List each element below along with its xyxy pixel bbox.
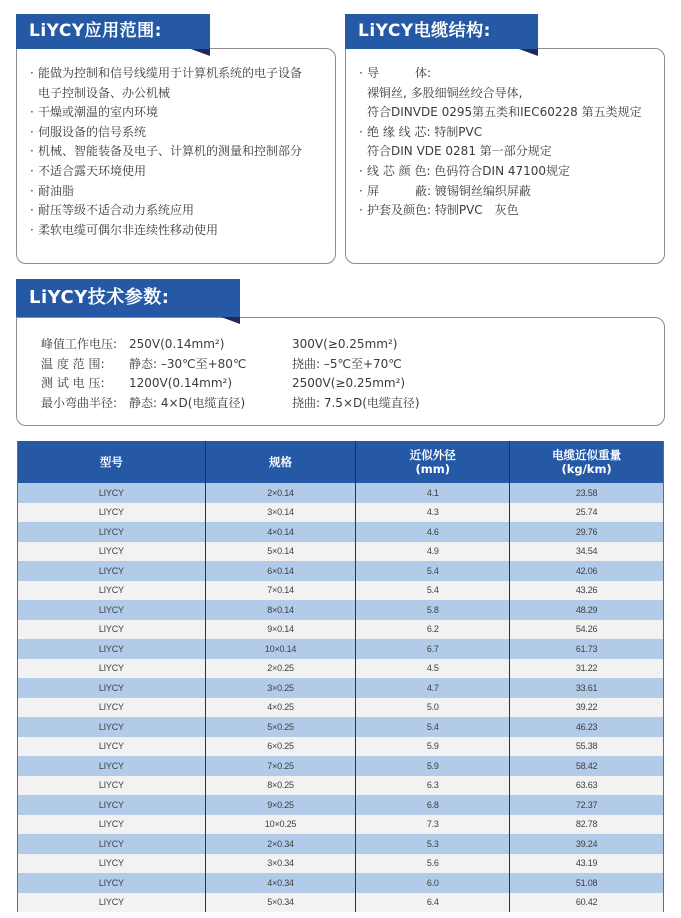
cell-model: LIYCY: [18, 776, 206, 796]
structure-panel: [345, 48, 665, 264]
list-item-text: 裸铜丝, 多股细铜丝绞合导体,: [367, 85, 523, 100]
cell-diameter: 4.6: [356, 522, 510, 542]
applications-title-tab: [16, 14, 210, 49]
list-item-text: 机械、智能装备及电子、计算机的测量和控制部分: [38, 144, 303, 159]
cell-model: LIYCY: [18, 893, 206, 913]
header-diameter: [356, 441, 510, 483]
cell-weight: 43.19: [510, 854, 664, 874]
spec-label: 测 试 电 压:: [41, 376, 105, 390]
table-row: [18, 620, 664, 640]
table-row: [18, 873, 664, 893]
spec-left: 静态: 4×D(电缆直径): [129, 395, 246, 410]
tab-fold-decoration: [519, 49, 538, 56]
bullet-dot-icon: ·: [359, 163, 363, 178]
cell-spec: 6×0.25: [205, 737, 356, 757]
list-item: [30, 182, 302, 202]
applications-panel: [16, 48, 336, 264]
cell-diameter: 5.4: [356, 561, 510, 581]
list-item: [30, 84, 302, 104]
cell-spec: 9×0.14: [205, 620, 356, 640]
cell-weight: 46.23: [510, 717, 664, 737]
table-row: [18, 737, 664, 757]
list-item: [359, 162, 642, 182]
cell-model: LIYCY: [18, 737, 206, 757]
bullet-dot-icon: ·: [30, 222, 34, 237]
cell-diameter: 4.7: [356, 678, 510, 698]
cell-diameter: 4.3: [356, 503, 510, 523]
cell-spec: 3×0.34: [205, 854, 356, 874]
list-item-text: 耐油脂: [38, 183, 75, 198]
cell-diameter: 5.0: [356, 698, 510, 718]
cell-weight: 55.38: [510, 737, 664, 757]
header-diameter-label: 近似外径: [409, 448, 456, 462]
cell-weight: 39.22: [510, 698, 664, 718]
cell-model: LIYCY: [18, 756, 206, 776]
list-item-text: 耐压等级不适合动力系统应用: [38, 203, 195, 218]
cell-diameter: 7.3: [356, 815, 510, 835]
header-weight: [510, 441, 664, 483]
cell-spec: 3×0.14: [205, 503, 356, 523]
spec-left: 250V(0.14mm²): [129, 337, 225, 351]
table-row: [18, 561, 664, 581]
list-item-text: 干燥或潮温的室内环境: [38, 105, 159, 120]
cell-diameter: 4.9: [356, 542, 510, 562]
cell-model: LIYCY: [18, 542, 206, 562]
list-item-text: 屏 蔽: 镀锡铜丝编织屏蔽: [367, 183, 531, 198]
cell-model: LIYCY: [18, 483, 206, 503]
list-item-text: 符合DINVDE 0295第五类和IEC60228 第五类规定: [367, 105, 642, 120]
list-item-text: 电子控制设备、办公机械: [38, 85, 171, 100]
technical-title: LiYCY技术参数:: [29, 287, 170, 308]
cell-model: LIYCY: [18, 717, 206, 737]
header-model: [18, 441, 206, 483]
cell-spec: 6×0.14: [205, 561, 356, 581]
table-row: [18, 776, 664, 796]
cell-diameter: 5.9: [356, 737, 510, 757]
cell-weight: 58.42: [510, 756, 664, 776]
table-row: [18, 581, 664, 601]
table-row: [18, 893, 664, 913]
cell-weight: 48.29: [510, 600, 664, 620]
structure-title: LiYCY电缆结构:: [358, 21, 491, 41]
spec-right: 2500V(≥0.25mm²): [292, 376, 406, 390]
spec-row: [41, 355, 492, 375]
cell-spec: 8×0.25: [205, 776, 356, 796]
list-item: [30, 201, 302, 221]
table-row: [18, 503, 664, 523]
list-item: [359, 182, 642, 202]
cell-diameter: 6.2: [356, 620, 510, 640]
cell-weight: 31.22: [510, 659, 664, 679]
table-row: [18, 678, 664, 698]
table-row: [18, 795, 664, 815]
cell-spec: 9×0.25: [205, 795, 356, 815]
list-item: [30, 221, 302, 241]
list-item-text: 线 芯 颜 色: 色码符合DIN 47100规定: [367, 163, 571, 178]
cell-model: LIYCY: [18, 795, 206, 815]
list-item-text: 不适合露天环境使用: [38, 163, 147, 178]
cell-diameter: 5.4: [356, 717, 510, 737]
list-item-text: 伺服设备的信号系统: [38, 124, 147, 139]
list-item-text: 柔软电缆可偶尔非连续性移动使用: [38, 222, 219, 237]
cell-spec: 10×0.25: [205, 815, 356, 835]
cell-model: LIYCY: [18, 854, 206, 874]
cable-spec-table: [17, 441, 664, 912]
cell-spec: 2×0.34: [205, 834, 356, 854]
cell-diameter: 4.1: [356, 483, 510, 503]
applications-list: [30, 64, 302, 240]
cell-weight: 34.54: [510, 542, 664, 562]
tab-fold-decoration: [221, 317, 240, 324]
cell-weight: 43.26: [510, 581, 664, 601]
cell-model: LIYCY: [18, 873, 206, 893]
cell-spec: 7×0.25: [205, 756, 356, 776]
cell-weight: 60.42: [510, 893, 664, 913]
cell-diameter: 6.7: [356, 639, 510, 659]
cell-spec: 8×0.14: [205, 600, 356, 620]
table-row: [18, 600, 664, 620]
list-item-text: 护套及颜色: 特制PVC 灰色: [367, 203, 519, 218]
table-row: [18, 483, 664, 503]
cell-diameter: 5.6: [356, 854, 510, 874]
cell-weight: 33.61: [510, 678, 664, 698]
spec-row: [41, 394, 492, 414]
bullet-dot-icon: ·: [359, 66, 363, 80]
cell-weight: 63.63: [510, 776, 664, 796]
cell-model: LIYCY: [18, 503, 206, 523]
spec-label: 温 度 范 围:: [41, 356, 105, 371]
table-row: [18, 717, 664, 737]
table-row: [18, 815, 664, 835]
cell-spec: 5×0.34: [205, 893, 356, 913]
cell-weight: 42.06: [510, 561, 664, 581]
bullet-dot-icon: ·: [30, 183, 34, 198]
bullet-dot-icon: ·: [30, 66, 34, 80]
cell-model: LIYCY: [18, 639, 206, 659]
cell-spec: 10×0.14: [205, 639, 356, 659]
technical-spec-grid: [41, 335, 492, 413]
spec-label: 最小弯曲半径:: [41, 395, 118, 410]
cell-diameter: 5.9: [356, 756, 510, 776]
cell-spec: 7×0.14: [205, 581, 356, 601]
list-item: [30, 103, 302, 123]
cell-model: LIYCY: [18, 522, 206, 542]
cell-diameter: 4.5: [356, 659, 510, 679]
spec-right: 挠曲: –5℃至+70℃: [292, 356, 402, 371]
list-item: [30, 64, 302, 84]
bullet-dot-icon: ·: [359, 124, 363, 139]
bullet-dot-icon: ·: [359, 203, 363, 218]
spec-row: [41, 374, 492, 394]
cell-weight: 61.73: [510, 639, 664, 659]
table-row: [18, 854, 664, 874]
spec-row: [41, 335, 492, 355]
table-body: [18, 483, 664, 912]
cell-weight: 23.58: [510, 483, 664, 503]
cell-diameter: 5.3: [356, 834, 510, 854]
cell-diameter: 5.4: [356, 581, 510, 601]
structure-list: [359, 64, 642, 221]
list-item: [359, 142, 642, 162]
cell-spec: 2×0.25: [205, 659, 356, 679]
spec-right: 300V(≥0.25mm²): [292, 337, 398, 351]
list-item: [359, 84, 642, 104]
header-weight-unit: (kg/km): [561, 462, 612, 476]
cell-model: LIYCY: [18, 678, 206, 698]
cell-spec: 4×0.34: [205, 873, 356, 893]
cell-model: LIYCY: [18, 600, 206, 620]
header-spec-label: 规格: [269, 455, 293, 469]
list-item-text: 绝 缘 线 芯: 特制PVC: [367, 124, 483, 139]
cell-spec: 5×0.25: [205, 717, 356, 737]
cell-diameter: 6.3: [356, 776, 510, 796]
bullet-dot-icon: ·: [30, 163, 34, 178]
table-row: [18, 834, 664, 854]
spec-left: 1200V(0.14mm²): [129, 376, 233, 390]
list-item-text: 符合DIN VDE 0281 第一部分规定: [367, 144, 552, 159]
cell-weight: 54.26: [510, 620, 664, 640]
cell-diameter: 6.4: [356, 893, 510, 913]
cell-weight: 29.76: [510, 522, 664, 542]
spec-right: 挠曲: 7.5×D(电缆直径): [292, 395, 420, 410]
list-item-text: 导 体:: [367, 66, 432, 80]
cell-spec: 3×0.25: [205, 678, 356, 698]
header-diameter-unit: (mm): [415, 462, 451, 476]
list-item-text: 能做为控制和信号线缆用于计算机系统的电子设备: [38, 66, 303, 80]
bullet-dot-icon: ·: [30, 105, 34, 120]
structure-title-tab: [345, 14, 538, 49]
cell-model: LIYCY: [18, 698, 206, 718]
table-row: [18, 639, 664, 659]
table-header-row: [18, 441, 664, 483]
cell-diameter: 6.8: [356, 795, 510, 815]
table-row: [18, 522, 664, 542]
spec-left: 静态: –30℃至+80℃: [129, 356, 247, 371]
list-item: [30, 142, 302, 162]
cell-model: LIYCY: [18, 620, 206, 640]
list-item: [359, 64, 642, 84]
cell-weight: 82.78: [510, 815, 664, 835]
cell-diameter: 6.0: [356, 873, 510, 893]
list-item: [359, 103, 642, 123]
cell-spec: 4×0.14: [205, 522, 356, 542]
technical-panel: [16, 317, 665, 426]
list-item: [30, 123, 302, 143]
cell-model: LIYCY: [18, 815, 206, 835]
cell-spec: 4×0.25: [205, 698, 356, 718]
cell-model: LIYCY: [18, 581, 206, 601]
bullet-dot-icon: ·: [30, 144, 34, 159]
cell-diameter: 5.8: [356, 600, 510, 620]
cell-weight: 25.74: [510, 503, 664, 523]
cell-weight: 39.24: [510, 834, 664, 854]
header-weight-label: 电缆近似重量: [552, 448, 622, 462]
list-item: [359, 123, 642, 143]
bullet-dot-icon: ·: [30, 203, 34, 218]
spec-label: 峰值工作电压:: [41, 337, 118, 351]
cell-model: LIYCY: [18, 834, 206, 854]
list-item: [359, 201, 642, 221]
bullet-dot-icon: ·: [30, 124, 34, 139]
tab-fold-decoration: [191, 49, 210, 56]
cell-model: LIYCY: [18, 659, 206, 679]
cell-model: LIYCY: [18, 561, 206, 581]
applications-title: LiYCY应用范围:: [29, 21, 162, 41]
bullet-dot-icon: ·: [359, 183, 363, 198]
technical-title-tab: [16, 279, 240, 317]
header-spec: [205, 441, 356, 483]
list-item: [30, 162, 302, 182]
cell-weight: 51.08: [510, 873, 664, 893]
table-row: [18, 698, 664, 718]
cell-weight: 72.37: [510, 795, 664, 815]
table-row: [18, 756, 664, 776]
cell-spec: 5×0.14: [205, 542, 356, 562]
table-row: [18, 542, 664, 562]
table-row: [18, 659, 664, 679]
header-model-label: 型号: [99, 455, 123, 469]
cell-spec: 2×0.14: [205, 483, 356, 503]
